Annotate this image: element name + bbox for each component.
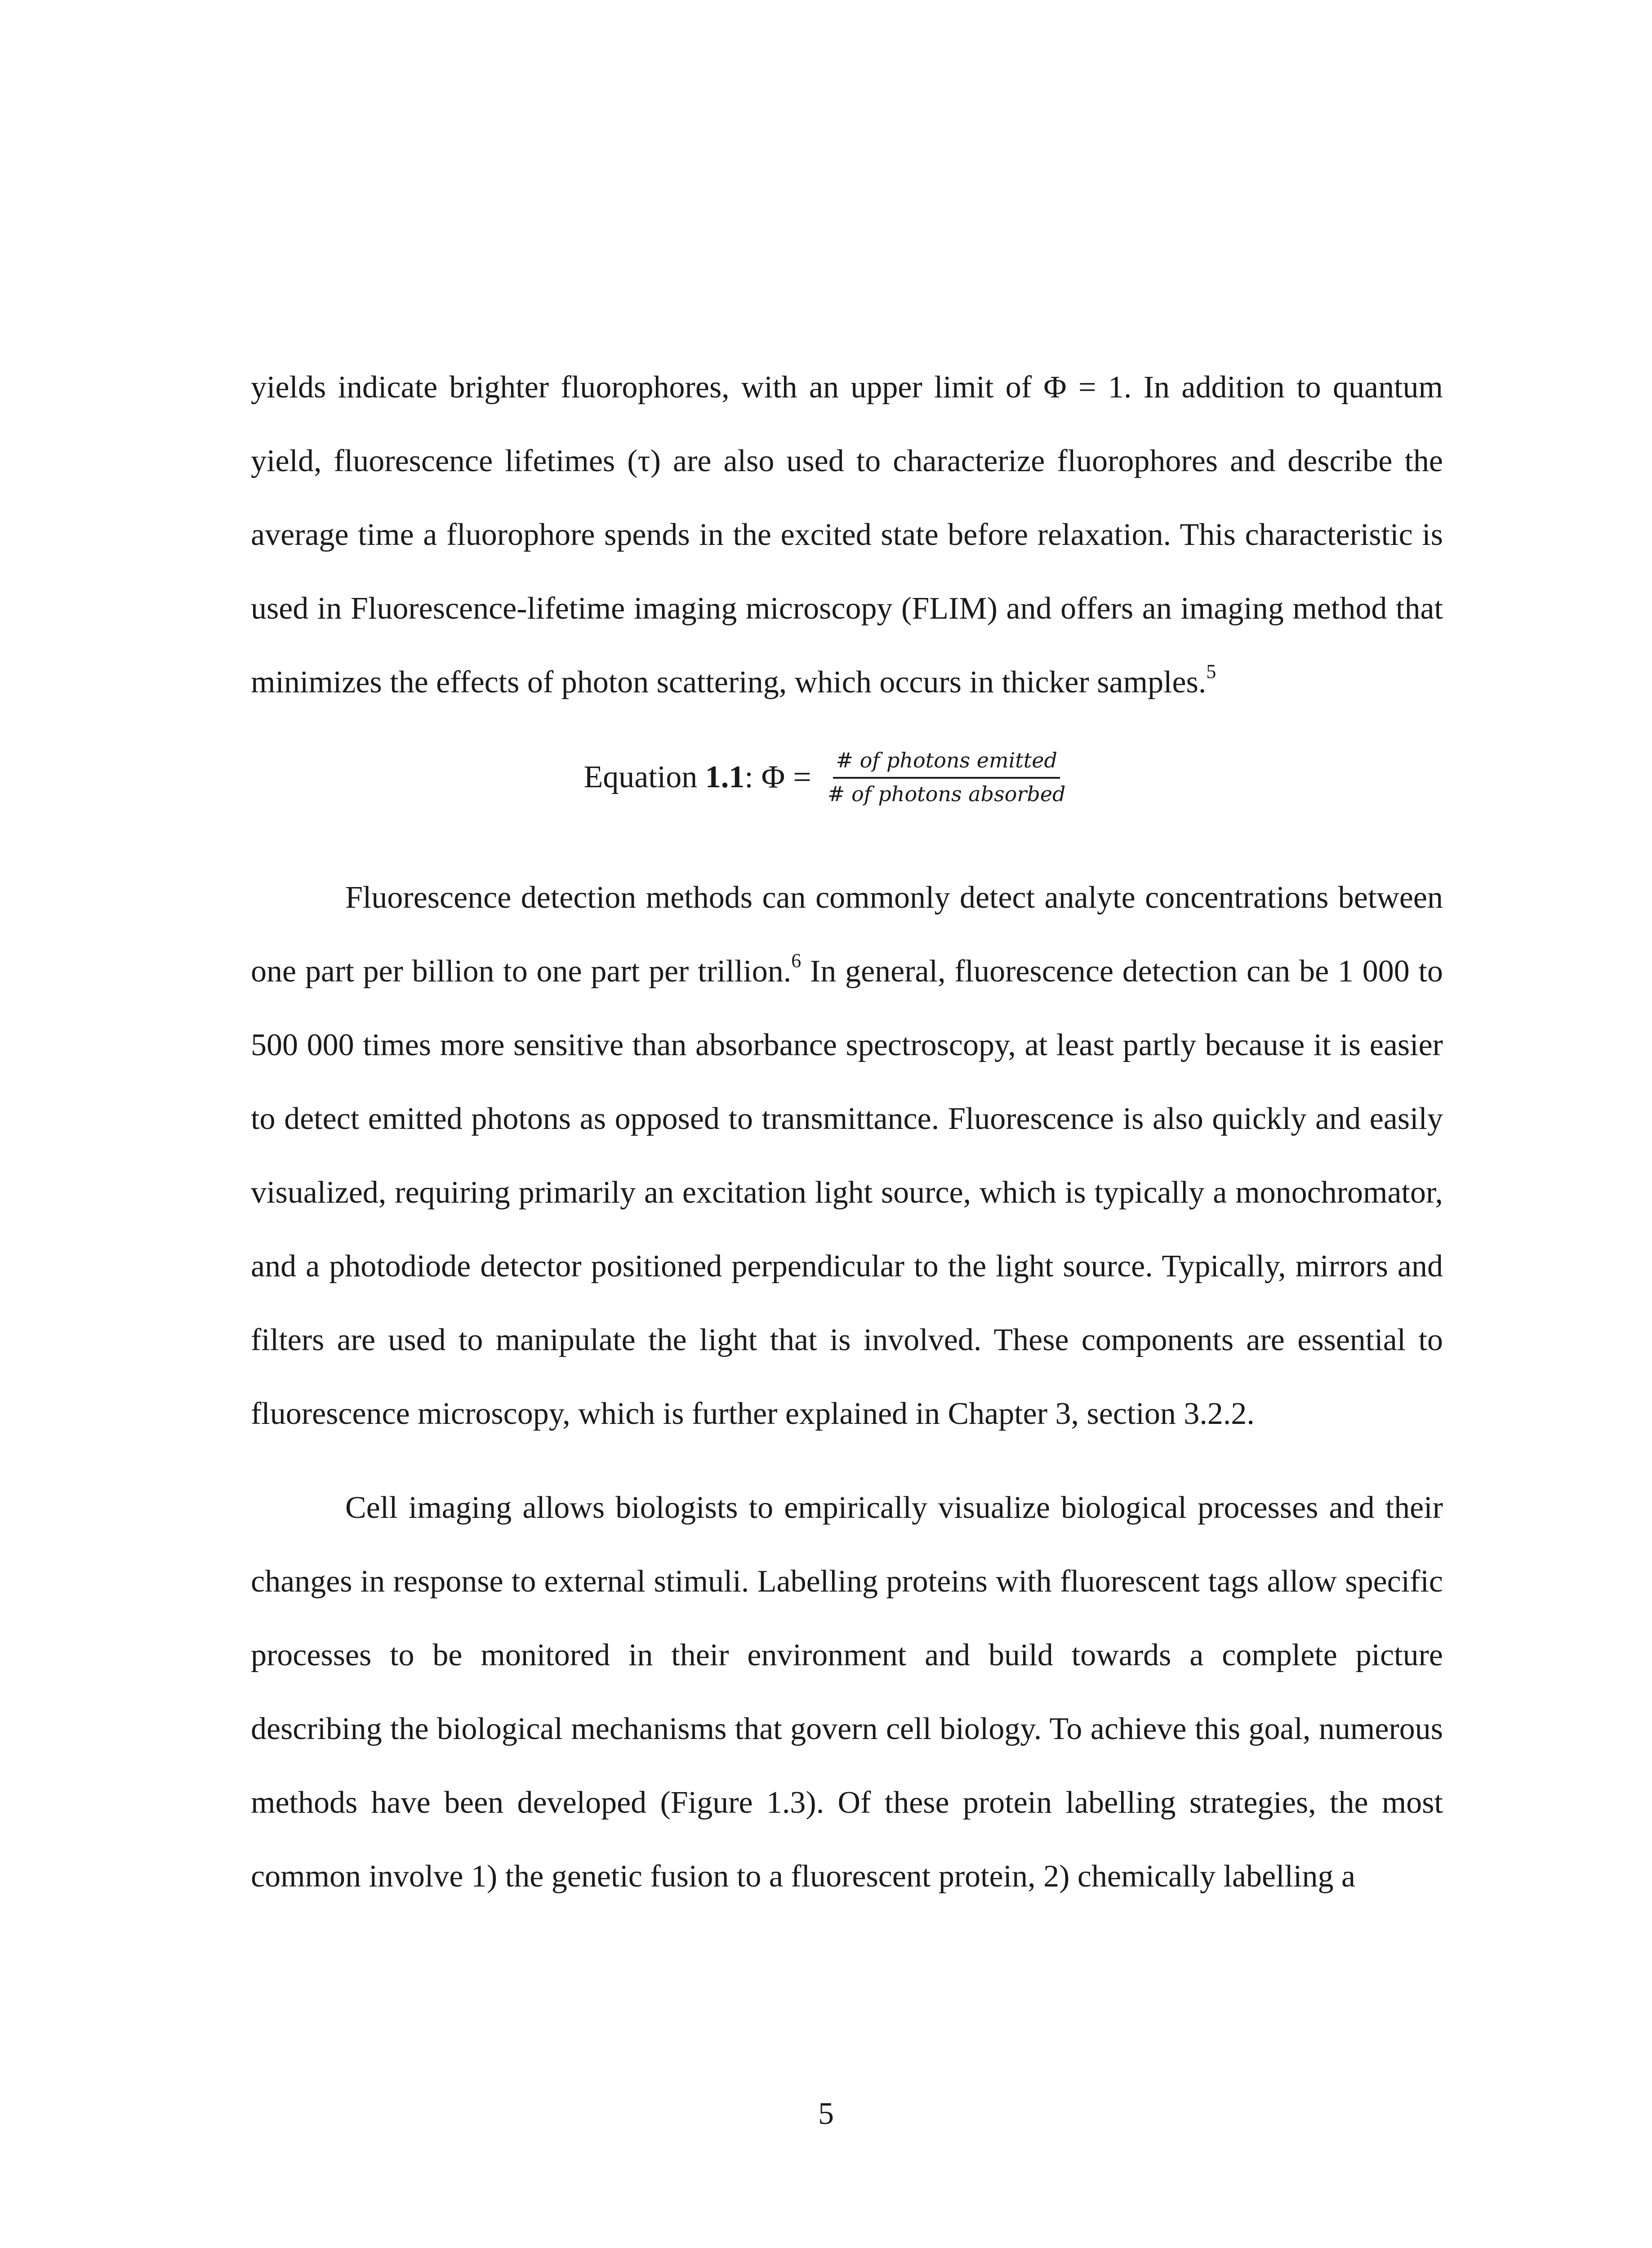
paragraph-detection-methods — [251, 861, 1443, 1451]
footnote-reference: 6 — [791, 949, 802, 972]
equation-label: Equation 1.1: — [583, 759, 753, 794]
paragraph-text: In general, fluorescence detection can be 1 000 to 500 000 times more sensitive than absorbance spectroscopy, at least partly because it is easier to detect emitted photons as opposed to transmittance. Fluorescence is also quickly and easily visualized, requiring primarily an excitation light source, which is typically a monochromator, and a photodiode detector positioned perpendicular to the light source. Typically, mirrors and filters are used to manipulate the light that is involved. These components are essential to fluorescence microscopy, which is further explained in Chapter 3, section 3.2.2. — [251, 954, 1443, 1431]
paragraph-cell-imaging — [251, 1471, 1443, 1913]
page-number: 5 — [818, 2096, 834, 2131]
equation-numerator: # of photons emitted — [833, 749, 1060, 779]
equation-symbol: Φ = — [761, 759, 811, 795]
paragraph-text: Fluorescence detection methods can commonly detect analyte concentrations between one part per billion to one part per trillion. — [251, 880, 1443, 989]
equation-denominator: # of photons absorbed — [827, 781, 1066, 806]
footnote-reference: 5 — [1206, 660, 1216, 682]
paragraph-text: yields indicate brighter fluorophores, with an upper limit of Φ = 1. In addition to quantum yield, fluorescence lifetimes (τ) are also used to characterize fluorophores and describe the average time a fluorophore spends in the excited state before relaxation. This characteristic is used in Fluorescence-lifetime imaging microscopy (FLIM) and offers an imaging method that minimizes the effects of photon scattering, which occurs in thicker samples. — [251, 370, 1443, 700]
equation-1-1 — [0, 749, 1652, 806]
equation-fraction — [825, 749, 1069, 806]
paragraph-text: Cell imaging allows biologists to empirically visualize biological processes and their changes in response to external stimuli. Labelling proteins with fluorescent tags allow specific processes to be monitored in their environment and build towards a complete picture describing the biological mechanisms that govern cell biology. To achieve this goal, numerous methods have been developed (Figure 1.3). Of these protein labelling strategies, the most common involve 1) the genetic fusion to a fluorescent protein, 2) chemically labelling a — [251, 1490, 1443, 1894]
paragraph-quantum-yield — [251, 351, 1443, 719]
